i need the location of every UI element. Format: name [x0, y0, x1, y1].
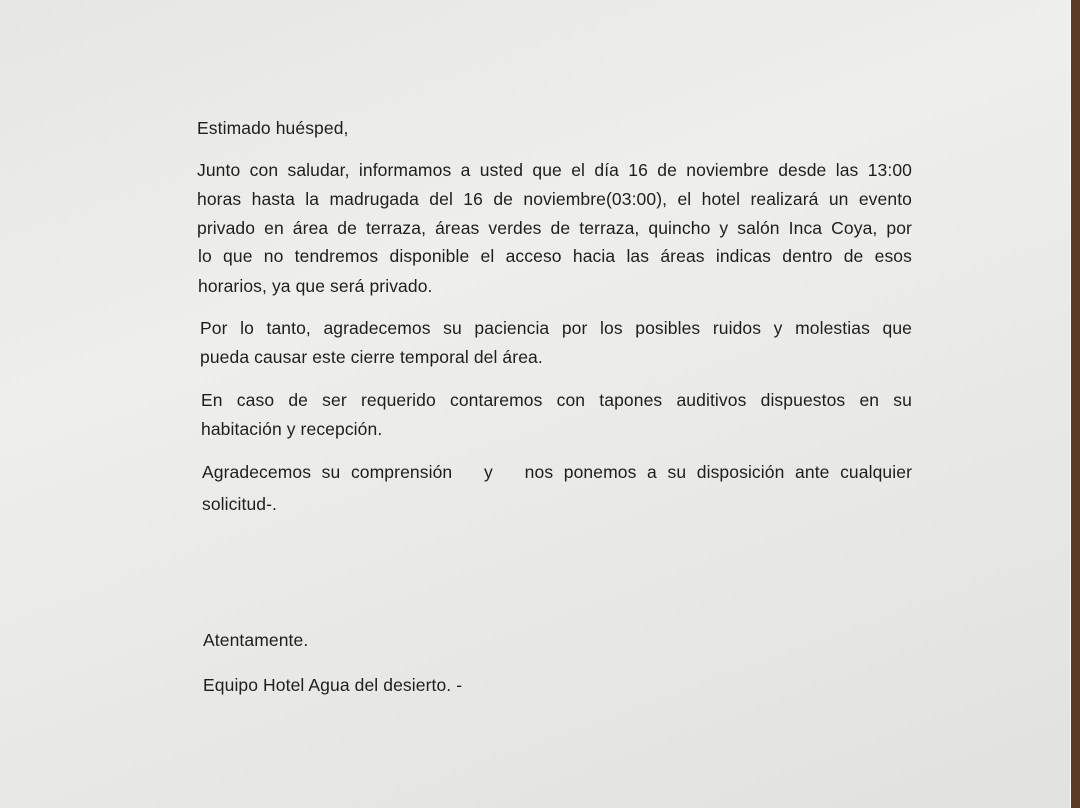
- paragraph-3-line-1: En caso de ser requerido contaremos con tapones auditivos dispuestos en su: [201, 390, 912, 410]
- paragraph-1-line-3: privado en área de terraza, áreas verdes de terraza, quincho y salón Inca Coya, por: [197, 218, 912, 238]
- signature: Equipo Hotel Agua del desierto. -: [203, 675, 463, 695]
- paragraph-1-line-1: Junto con saludar, informamos a usted que el día 16 de noviembre desde las 13:00: [197, 160, 912, 180]
- paragraph-4-line-2: solicitud-.: [202, 494, 278, 514]
- paragraph-4-line-1: Agradecemos su comprensión y nos ponemos a su disposición ante cualquier: [202, 462, 912, 482]
- paragraph-1-line-4: lo que no tendremos disponible el acceso hacia las áreas indicas dentro de esos: [198, 246, 912, 266]
- paragraph-1-line-2: horas hasta la madrugada del 16 de noviembre(03:00), el hotel realizará un evento: [197, 189, 912, 209]
- paragraph-2-line-2: pueda causar este cierre temporal del área.: [200, 347, 543, 367]
- greeting: Estimado huésped,: [197, 118, 349, 138]
- paragraph-2-line-1: Por lo tanto, agradecemos su paciencia por los posibles ruidos y molestias que: [200, 318, 912, 338]
- paragraph-1-line-5: horarios, ya que será privado.: [198, 276, 433, 296]
- paragraph-3-line-2: habitación y recepción.: [201, 419, 383, 439]
- closing: Atentamente.: [203, 630, 309, 650]
